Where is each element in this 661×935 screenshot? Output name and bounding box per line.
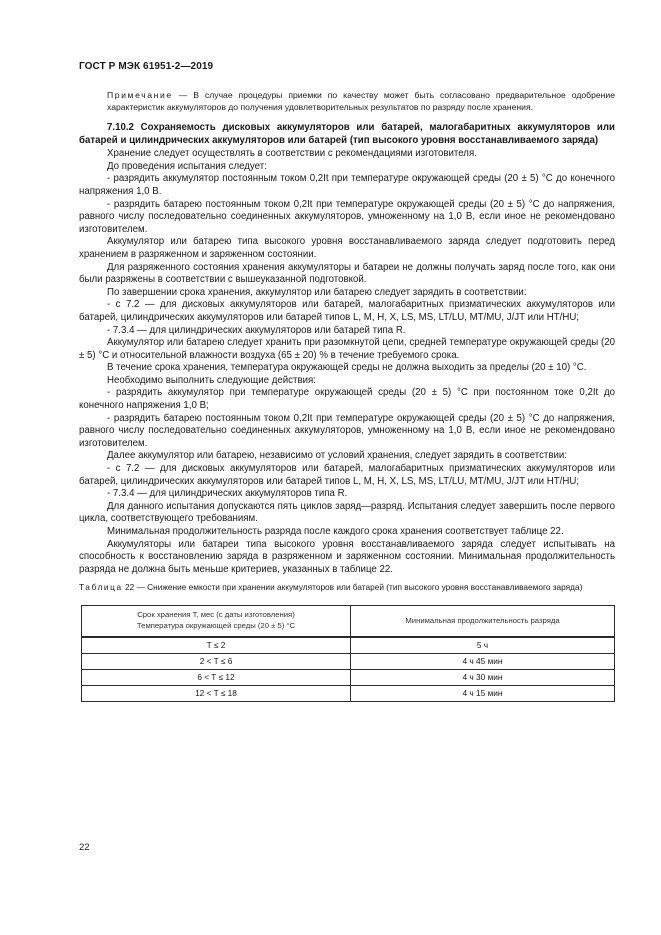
- paragraph: До проведения испытания следует:: [107, 160, 267, 172]
- paragraph: По завершении срока хранения, аккумулятор или батарею следует зарядить в соответствии:: [107, 286, 527, 298]
- table-cell-duration: 4 ч 30 мин: [351, 669, 615, 685]
- paragraph: В течение срока хранения, температура окружающей среды не должна выходить за пределы (20 ± 10) °С.: [107, 362, 587, 374]
- paragraph: - разрядить аккумулятор постоянным током 0,2It при температуре окружающей среды (20 ± 5) °С до конечного напряжения 1,0 В.: [79, 173, 615, 197]
- table-header-row: [82, 605, 615, 637]
- table-cell-period: T ≤ 2: [82, 637, 351, 654]
- table-header-period-line2: Температура окружающей среды (20 ± 5) °С: [136, 620, 296, 630]
- section-heading: 7.10.2 Сохраняемость дисковых аккумуляторов или батарей, малогабаритных аккумуляторов или батарей и цилиндрических аккумуляторов или батарей (тип высокого уровня восстанавливаемого заряда): [79, 122, 615, 146]
- paragraph: - 7.3.4 — для цилиндрических аккумуляторов или батарей типа R.: [107, 324, 406, 336]
- paragraph: Далее аккумулятор или батарею, независимо от условий хранения, следует зарядить в соответствии:: [107, 450, 568, 462]
- table-cell-duration: 4 ч 45 мин: [351, 653, 615, 669]
- paragraph: Аккумуляторы или батареи типа высокого уровня восстанавливаемого заряда следует испытывать на способность к восстановлению заряда в разряженном и заряженном состоянии. Минимальная продолжительность разряда не должна быть меньше критериев, указанных в таблице 22.: [79, 538, 615, 575]
- storage-table: [81, 605, 615, 702]
- note: [107, 89, 615, 113]
- paragraph: Минимальная продолжительность разряда после каждого срока хранения соответствует таблице 22.: [107, 526, 564, 537]
- table-cell-duration: 5 ч: [351, 637, 615, 654]
- paragraph: Для данного испытания допускаются пять циклов заряд—разряд. Испытания следует завершить после первого цикла, соответствующего требованиям.: [79, 500, 615, 525]
- table-header-duration: Минимальная продолжительность разряда: [351, 605, 615, 637]
- note-label: Примечание: [107, 90, 173, 100]
- page-number: 22: [79, 842, 90, 853]
- table-caption-text: 22 — Снижение емкости при хранении аккумуляторов или батарей (тип высокого уровня восстанавливаемого заряда): [122, 582, 583, 593]
- paragraph: - 7.3.4 — для цилиндрических аккумуляторов типа R.: [107, 488, 348, 500]
- paragraph: - разрядить аккумулятор при температуре окружающей среды (20 ± 5) °С при постоянном токе 0,2It до конечного напряжения 1,0 В;: [79, 387, 615, 412]
- table-row: [82, 669, 615, 685]
- table-cell-duration: 4 ч 15 мин: [351, 685, 615, 701]
- paragraph: - с 7.2 — для дисковых аккумуляторов или батарей, малогабаритных призматических аккумуляторов или батарей, цилиндрических аккумуляторов или батарей типов L, M, H, X, LS, MS, LT/LU, MT/MU, J/JT или HT/HU;: [79, 463, 615, 487]
- paragraph: Для разряженного состояния хранения аккумуляторы и батареи не должны получать заряд после того, как они были разряжены в соответствии с вышеуказанной подготовкой.: [79, 261, 615, 286]
- table-header-period-line1: Срок хранения T, мес (с даты изготовления): [137, 610, 295, 620]
- table-cell-period: 12 < T ≤ 18: [82, 685, 351, 701]
- paragraph: Аккумулятор или батарею типа высокого уровня восстанавливаемого заряда следует подготовить перед хранением в разряженном и заряженном состоянии.: [79, 236, 615, 260]
- table-row: [82, 685, 615, 701]
- table-cell-period: 2 < T ≤ 6: [82, 653, 351, 669]
- table-body: [82, 637, 615, 702]
- paragraph: Аккумулятор или батарею следует хранить при разомкнутой цепи, средней температуре окружающей среды (20 ± 5) °С и относительной влажности воздуха (65 ± 20) % в течение требуемого срока.: [79, 337, 615, 361]
- table-row: [82, 637, 615, 654]
- table-caption: [79, 582, 615, 594]
- section-paragraphs: [79, 148, 615, 576]
- page-content: [79, 89, 615, 702]
- table-cell-period: 6 < T ≤ 12: [82, 669, 351, 685]
- document-header: ГОСТ Р МЭК 61951-2—2019: [79, 61, 214, 72]
- note-text: — В случае процедуры приемки по качеству может быть согласовано предварительное одобрение характеристик аккумуляторов до получения удовлетворительных результатов по разряду после хранения.: [107, 90, 615, 112]
- paragraph: Необходимо выполнить следующие действия:: [107, 374, 316, 386]
- paragraph: - разрядить батарею постоянным током 0,2It при температуре окружающей среды (20 ± 5) °С до напряжения, равного числу последовательно соединенных аккумуляторов, умноженному на 1,0 В, если иное не рекомендовано изготовителем.: [79, 412, 615, 449]
- table-caption-label: Таблица: [79, 582, 123, 593]
- table-row: [82, 653, 615, 669]
- paragraph: Хранение следует осуществлять в соответствии с рекомендациями изготовителя.: [107, 148, 477, 160]
- table-header-period: [82, 605, 351, 637]
- paragraph: - с 7.2 — для дисковых аккумуляторов или батарей, малогабаритных призматических аккумуляторов или батарей, цилиндрических аккумуляторов или батарей типов L, M, H, X, LS, MS, LT/LU, MT/MU, J/JT или HT/HU;: [79, 299, 615, 323]
- paragraph: - разрядить батарею постоянным током 0,2It при температуре окружающей среды (20 ± 5) °С до напряжения, равного числу последовательно соединенных аккумуляторов, умноженному на 1,0 В, если иное не рекомендовано изготовителем.: [79, 198, 615, 235]
